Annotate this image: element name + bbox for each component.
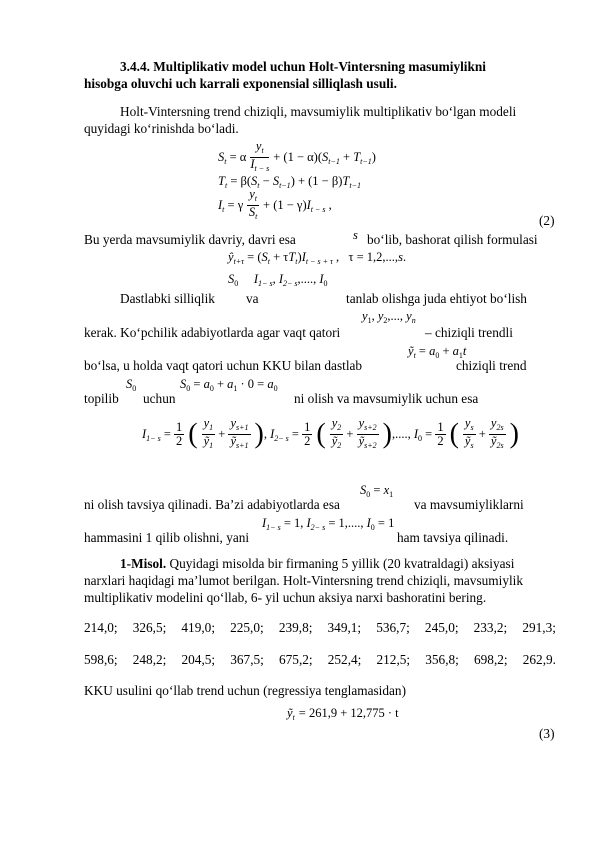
kku-line: KKU usulini qo‘llab trend uchun (regressiya tenglamasidan) <box>84 683 406 698</box>
data-value: 598,6; <box>84 652 118 667</box>
para2-line4-c: ni olish va mavsumiylik uchun esa <box>294 391 479 406</box>
section-heading-line2: hisobga oluvchi uch karrali exponensial silliqlash usuli. <box>84 76 397 91</box>
para3-line2-a: hammasini 1 qilib olishni, yani <box>84 530 250 545</box>
data-value: 252,4; <box>327 652 362 667</box>
data-value: 248,2; <box>132 652 167 667</box>
example-label: 1-Misol. <box>120 556 167 571</box>
equation-seasonal: $I_t = \gamma$ $\frac{y_t}{S_t}$ + $(1 - \gamma)I_{t - s}$ , <box>218 187 332 221</box>
trend-line-formula: ỹ$_t$ = $a_0 + a_1t$ <box>408 344 467 360</box>
regression-rhs: = 261,9 + 12,775 · t <box>298 706 399 720</box>
regression-lhs: ỹ <box>287 706 293 720</box>
series-formula: $y_1$, $y_2$,..., $y_n$ <box>362 309 416 325</box>
equation-level: $S_t = \alpha$ $\frac{y_t}{I_{t - s}}$ + $(1 - \alpha)(S_{t-1} + T_{t-1})$ <box>218 139 376 173</box>
data-value: 698,2; <box>474 652 508 667</box>
data-value: 349,1; <box>327 620 362 635</box>
regression-formula: ỹ$_t$ = 261,9 + 12,775 · t <box>287 706 399 722</box>
para2-line3-a: bo‘lsa, u holda vaqt qatori uchun KKU bilan dastlab <box>84 358 363 373</box>
seasonal-ones-formula: $I_{1- s} = 1$, $I_{2- s} = 1$,...., $I_0 = 1$ <box>262 516 395 532</box>
para3-line1-a: ni olish tavsiya qilinadi. Ba’zi adabiyotlarda esa <box>84 497 340 512</box>
data-value: 536,7; <box>376 620 410 635</box>
equation-number-3: (3) <box>539 726 555 741</box>
intro-line2: quyidagi ko‘rinishda bo‘ladi. <box>84 121 239 136</box>
para2-line1-b: tanlab olishga juda ehtiyot bo‘lish <box>346 291 527 306</box>
para1-line1-a: Bu yerda mavsumiylik davriy, davri esa <box>84 232 296 247</box>
example-line2: narxlari haqidagi ma’lumot berilgan. Holt-Vintersning trend chiziqli, mavsumiylik <box>84 573 524 588</box>
data-value: 262,9. <box>522 652 556 667</box>
initial-values-formula: $S_0$ $I_{1- s}$, $I_{2- s}$,...., $I_0$ <box>228 272 328 288</box>
intro-line1: Holt-Vintersning trend chiziqli, mavsumiylik multiplikativ bo‘lgan modeli <box>120 104 517 119</box>
data-value: 212,5; <box>376 652 411 667</box>
data-value: 239,8; <box>278 620 313 635</box>
para2-line4-b: uchun <box>143 391 176 406</box>
data-value: 204,5; <box>181 652 216 667</box>
example-line3: multiplikativ modelini qo‘llab, 6- yil uchun aksiya narxi bashoratini bering. <box>84 590 487 605</box>
para2-line2-a: kerak. Ko‘pchilik adabiyotlarda agar vaqt qatori <box>84 325 341 340</box>
symbol-s: s <box>353 228 358 242</box>
data-value: 367,5; <box>230 652 264 667</box>
para1-line1-b: bo‘lib, bashorat qilish formulasi <box>367 232 538 247</box>
data-row-2 <box>84 652 556 668</box>
data-value: 233,2; <box>473 620 508 635</box>
forecast-formula: $ŷ_{t+\tau} = (S_t + \tau T_t)I_{t - s + \tau}$ , τ = 1,2,...,s. <box>228 250 407 266</box>
data-value: 356,8; <box>425 652 459 667</box>
equation-trend: $T_t = \beta(S_t - S_{t-1}) + (1 - \beta)T_{t-1}$ <box>218 174 361 190</box>
para3-line2-b: ham tavsiya qilinadi. <box>397 530 509 545</box>
seasonal-init-formula: $I_{1- s}$ = $\frac{1}{2}$ ( $\frac{y_1}{ỹ_1}$ + $\frac{y_{s+1}}{ỹ_{s+1}}$ ), $I_{2- s}$ = $\frac{1}{2}$ ( $\frac{y_2}{ỹ_2}$ + $\frac{y_{s+2}}{ỹ_{s+2}}$ ),...., $I_0$ = $\frac{1}{2}$ ( $\frac{y_s}{ỹ_s}$ + $\frac{y_{2s}}{ỹ_{2s}}$ ) <box>142 416 519 450</box>
s0-formula: $S_0 = a_0 + a_1 \cdot 0 = a_0$ <box>180 377 278 393</box>
data-value: 225,0; <box>230 620 264 635</box>
equation-number-2: (2) <box>539 213 555 228</box>
para2-line4-a: topilib <box>84 391 119 406</box>
example-text-line1: Quyidagi misolda bir firmaning 5 yillik (20 kvatraldagi) aksiyasi <box>169 556 515 571</box>
para2-line1-va: va <box>246 291 259 306</box>
section-heading-line1: 3.4.4. Multiplikativ model uchun Holt-Vintersning masumiylikni <box>120 59 486 74</box>
data-value: 245,0; <box>424 620 459 635</box>
symbol-s0: $S_0$ <box>126 377 137 393</box>
data-row-1 <box>84 620 556 636</box>
data-value: 675,2; <box>279 652 313 667</box>
data-value: 291,3; <box>522 620 556 635</box>
data-value: 326,5; <box>132 620 167 635</box>
data-value: 419,0; <box>181 620 216 635</box>
para3-line1-b: va mavsumiyliklarni <box>414 497 524 512</box>
s0-equals-x1: $S_0 = x_1$ <box>360 483 394 499</box>
para2-line2-b: – chiziqli trendli <box>425 325 513 340</box>
data-value: 214,0; <box>84 620 118 635</box>
example-line1 <box>120 556 514 572</box>
para2-line3-b: chiziqli trend <box>456 358 527 373</box>
para2-line1-a: Dastlabki silliqlik <box>120 291 215 306</box>
